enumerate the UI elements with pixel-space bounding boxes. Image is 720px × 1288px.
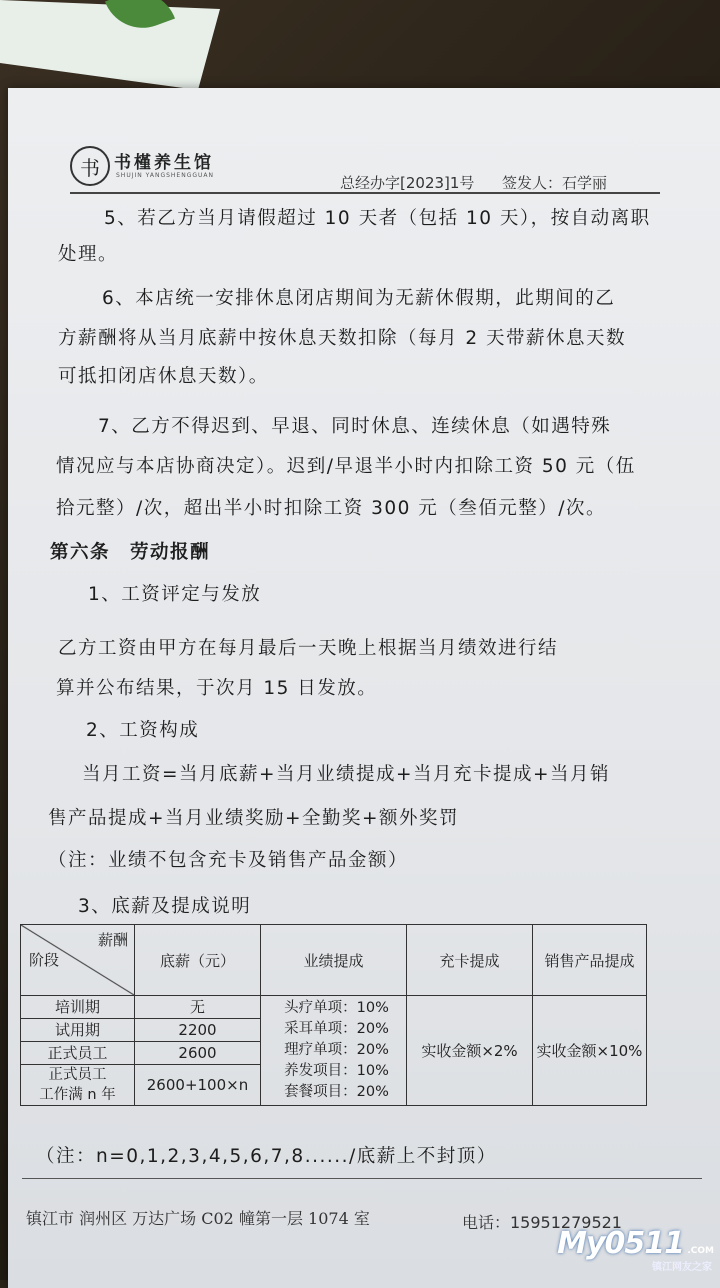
- footer-address: 镇江市 润州区 万达广场 C02 幢第一层 1074 室: [26, 1209, 370, 1228]
- stage-cell: 试用期: [21, 1019, 135, 1042]
- diagonal-header-cell: [21, 925, 135, 996]
- watermark-caption: 镇江网友之家: [652, 1262, 712, 1273]
- table-row: [21, 996, 647, 1019]
- subheading-2: 2、工资构成: [86, 720, 200, 741]
- site-watermark: [557, 1222, 720, 1280]
- watermark-domain: .COM: [687, 1246, 714, 1256]
- salary-table: [20, 924, 647, 1106]
- section-heading: 第六条 劳动报酬: [50, 542, 211, 563]
- clause-5-line1: 5、若乙方当月请假超过 10 天者（包括 10 天），按自动离职: [104, 208, 651, 229]
- subheading-3: 3、底薪及提成说明: [78, 896, 252, 917]
- clause-7-line1: 7、乙方不得迟到、早退、同时休息、连续休息（如遇特殊: [98, 416, 612, 437]
- table-header-row: [21, 925, 647, 996]
- clause-6-line2: 方薪酬将从当月底薪中按休息天数扣除（每月 2 天带薪休息天数: [58, 328, 627, 349]
- org-name: 书槿养生馆: [114, 153, 214, 173]
- org-subtitle: SHUJIN YANGSHENGGUAN: [116, 172, 214, 179]
- base-cell: 2200: [135, 1019, 261, 1042]
- wage-formula-line1: 当月工资=当月底薪+当月业绩提成+当月充卡提成+当月销: [82, 764, 611, 785]
- base-cell: 2600: [135, 1042, 261, 1065]
- base-cell: 无: [135, 996, 261, 1019]
- header-salary-label: 薪酬: [97, 931, 128, 949]
- list-item: 理疗单项：20%: [284, 1042, 389, 1058]
- logo-icon: 书: [70, 146, 110, 186]
- clause-7-line2: 情况应与本店协商决定）。迟到/早退半小时内扣除工资 50 元（伍: [56, 456, 636, 477]
- stage-line: 正式员工: [48, 1067, 107, 1083]
- list-item: 头疗单项：10%: [284, 1000, 389, 1016]
- product-commission-cell: 实收金额×10%: [533, 996, 647, 1106]
- clause-6-line1: 6、本店统一安排休息闭店期间为无薪休假期，此期间的乙: [102, 288, 616, 309]
- stage-cell: 培训期: [21, 996, 135, 1019]
- stage-cell: 正式员工: [21, 1042, 135, 1065]
- footer-phone: 电话：15951279521: [462, 1213, 622, 1232]
- table-note: （注：n=0,1,2,3,4,5,6,7,8....../底薪上不封顶）: [36, 1146, 497, 1167]
- header-card: 充卡提成: [407, 925, 533, 996]
- list-item: 套餐项目：20%: [284, 1084, 389, 1100]
- clause-7-line3: 拾元整）/次，超出半小时扣除工资 300 元（叁佰元整）/次。: [56, 498, 607, 519]
- letterhead: [70, 142, 660, 194]
- card-commission-cell: 实收金额×2%: [407, 996, 533, 1106]
- clause-5-line2: 处理。: [58, 244, 119, 265]
- header-stage-label: 阶段: [29, 951, 60, 969]
- list-item: 采耳单项：20%: [284, 1021, 389, 1037]
- list-item: 养发项目：10%: [284, 1063, 389, 1079]
- performance-commission-cell: [261, 996, 407, 1106]
- document-number: 总经办字[2023]1号: [340, 174, 475, 192]
- wage-paragraph-line2: 算并公布结果，于次月 15 日发放。: [56, 678, 378, 699]
- footer-divider: [22, 1178, 702, 1179]
- wage-note: （注：业绩不包含充卡及销售产品金额）: [48, 850, 409, 871]
- header-performance: 业绩提成: [261, 925, 407, 996]
- stage-line: 工作满 n 年: [39, 1087, 116, 1103]
- signer: 签发人：石学丽: [502, 174, 608, 192]
- stage-cell: [21, 1065, 135, 1106]
- header-product: 销售产品提成: [533, 925, 647, 996]
- header-base-salary: 底薪（元）: [135, 925, 261, 996]
- wage-paragraph-line1: 乙方工资由甲方在每月最后一天晚上根据当月绩效进行结: [58, 638, 559, 659]
- wage-formula-line2: 售产品提成+当月业绩奖励+全勤奖+额外奖罚: [48, 808, 460, 829]
- clause-6-line3: 可抵扣闭店休息天数）。: [58, 366, 269, 387]
- base-cell: 2600+100×n: [135, 1065, 261, 1106]
- subheading-1: 1、工资评定与发放: [88, 584, 262, 605]
- watermark-logo: My0511: [557, 1226, 684, 1261]
